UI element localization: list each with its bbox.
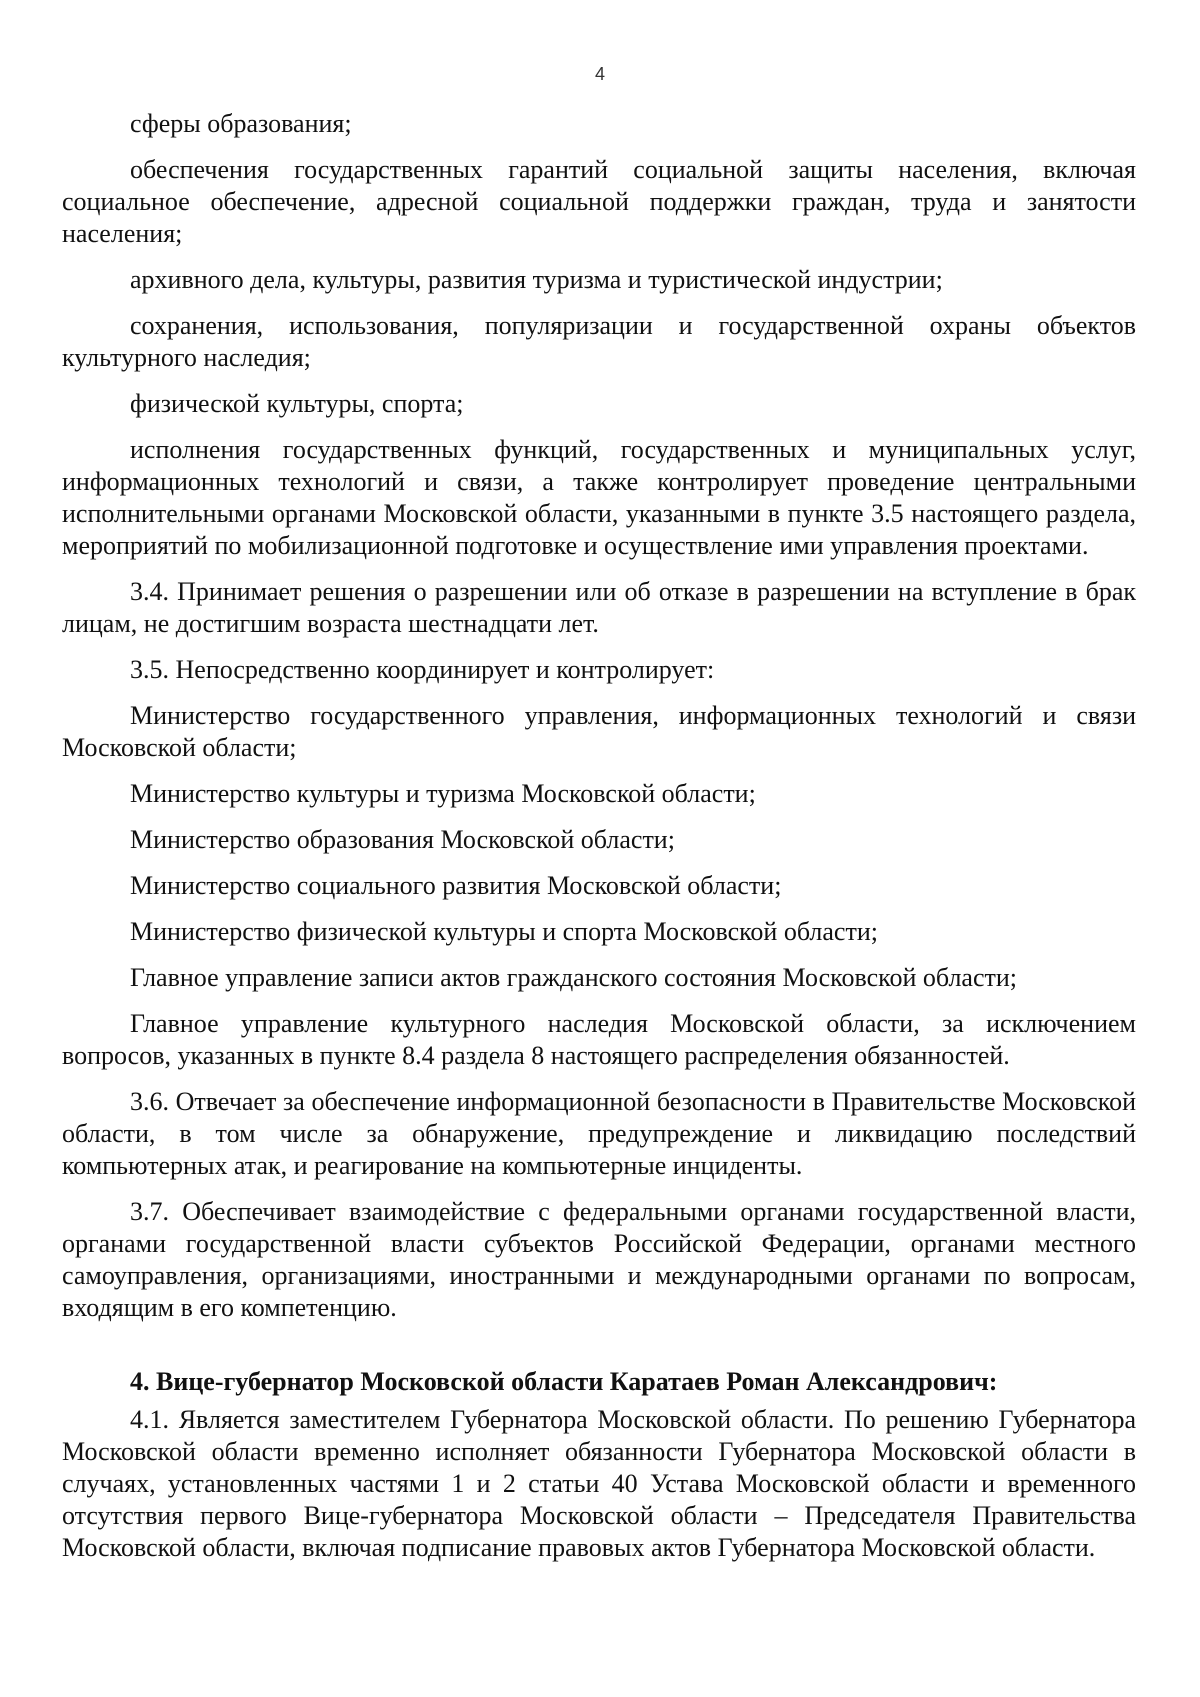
paragraph: Министерство культуры и туризма Московской области; — [130, 779, 756, 808]
section-heading: 4. Вице-губернатор Московской области Каратаев Роман Александрович: — [130, 1367, 998, 1396]
paragraph: обеспечения государственных гарантий социальной защиты населения, включая социальное обеспечение, адресной социальной поддержки граждан, труда и занятости населения; — [62, 155, 1136, 248]
paragraph: 3.7. Обеспечивает взаимодействие с федеральными органами государственной власти, органами государственной власти субъектов Российской Федерации, органами местного самоуправления, организациями, иностранными и международными органами по вопросам, входящим в его компетенцию. — [62, 1197, 1136, 1322]
paragraph: 4.1. Является заместителем Губернатора Московской области. По решению Губернатора Московской области временно исполняет обязанности Губернатора Московской области в случаях, установленных частями 1 и 2 статьи 40 Устава Московской области и временного отсутствия первого Вице-губернатора Московской области – Председателя Правительства Московской области, включая подписание правовых актов Губернатора Московской области. — [62, 1405, 1136, 1562]
paragraph: Главное управление записи актов гражданского состояния Московской области; — [130, 963, 1017, 992]
paragraph: физической культуры, спорта; — [130, 389, 464, 418]
paragraph: сферы образования; — [130, 109, 352, 138]
paragraph: архивного дела, культуры, развития туризма и туристической индустрии; — [130, 265, 943, 294]
paragraph: 3.4. Принимает решения о разрешении или об отказе в разрешении на вступление в брак лицам, не достигшим возраста шестнадцати лет. — [62, 577, 1136, 638]
paragraph: Главное управление культурного наследия Московской области, за исключением вопросов, указанных в пункте 8.4 раздела 8 настоящего распределения обязанностей. — [62, 1009, 1136, 1070]
document-body — [62, 108, 1136, 1578]
paragraph: 3.6. Отвечает за обеспечение информационной безопасности в Правительстве Московской области, в том числе за обнаружение, предупреждение и ликвидацию последствий компьютерных атак, и реагирование на компьютерные инциденты. — [62, 1087, 1136, 1180]
paragraph: 3.5. Непосредственно координирует и контролирует: — [130, 655, 715, 684]
paragraph: исполнения государственных функций, государственных и муниципальных услуг, информационных технологий и связи, а также контролирует проведение центральными исполнительными органами Московской области, указанными в пункте 3.5 настоящего раздела, мероприятий по мобилизационной подготовке и осуществление ими управления проектами. — [62, 435, 1136, 560]
page-number: 4 — [594, 64, 605, 84]
paragraph: Министерство государственного управления, информационных технологий и связи Московской области; — [62, 701, 1136, 762]
paragraph: Министерство образования Московской области; — [130, 825, 675, 854]
paragraph: Министерство социального развития Московской области; — [130, 871, 782, 900]
paragraph: Министерство физической культуры и спорта Московской области; — [130, 917, 878, 946]
paragraph: сохранения, использования, популяризации и государственной охраны объектов культурного наследия; — [62, 311, 1136, 372]
